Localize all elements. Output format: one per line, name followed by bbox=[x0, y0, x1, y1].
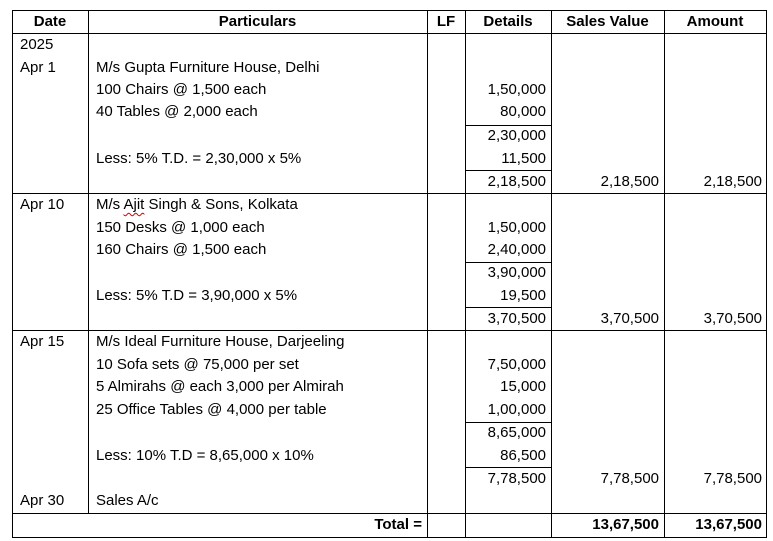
header-amount: Amount bbox=[686, 13, 744, 30]
col-line-right bbox=[766, 10, 767, 538]
entry-date: Apr 15 bbox=[20, 333, 65, 350]
rule-header-bottom bbox=[12, 33, 766, 34]
col-line-sales bbox=[664, 10, 665, 538]
entry-discount-label: Less: 5% T.D. = 2,30,000 x 5% bbox=[96, 150, 302, 167]
closing-label: Sales A/c bbox=[96, 492, 159, 509]
party-suffix: Singh & Sons, Kolkata bbox=[144, 196, 298, 213]
amount-value: 7,78,500 bbox=[703, 470, 762, 487]
entry-party bbox=[96, 194, 298, 216]
item-value: 15,000 bbox=[500, 378, 546, 395]
entry-item: 5 Almirahs @ each 3,000 per Almirah bbox=[96, 378, 344, 395]
total-sales-value: 13,67,500 bbox=[592, 516, 659, 533]
subtotal-value: 3,90,000 bbox=[487, 264, 546, 281]
header-sales-value: Sales Value bbox=[566, 13, 649, 30]
entry-item: 100 Chairs @ 1,500 each bbox=[96, 81, 267, 98]
entry-item: 10 Sofa sets @ 75,000 per set bbox=[96, 356, 299, 373]
entry-party: M/s Ideal Furniture House, Darjeeling bbox=[96, 333, 345, 350]
discount-value: 86,500 bbox=[500, 447, 546, 464]
net-value: 7,78,500 bbox=[487, 470, 546, 487]
item-value: 1,50,000 bbox=[487, 81, 546, 98]
header-details: Details bbox=[483, 13, 533, 30]
sales-value: 2,18,500 bbox=[600, 173, 659, 190]
col-line-date bbox=[88, 10, 89, 514]
item-value: 7,50,000 bbox=[487, 356, 546, 373]
item-value: 1,00,000 bbox=[487, 401, 546, 418]
discount-value: 11,500 bbox=[501, 150, 546, 167]
header-date: Date bbox=[33, 13, 67, 30]
total-amount: 13,67,500 bbox=[695, 516, 762, 533]
entry-date: Apr 1 bbox=[20, 59, 56, 76]
total-label: Total = bbox=[374, 516, 422, 533]
col-line-particulars bbox=[427, 10, 428, 538]
sales-value: 7,78,500 bbox=[600, 470, 659, 487]
closing-date: Apr 30 bbox=[20, 492, 65, 509]
subtotal-value: 2,30,000 bbox=[487, 127, 546, 144]
amount-value: 3,70,500 bbox=[703, 310, 762, 327]
item-value: 2,40,000 bbox=[487, 241, 546, 258]
net-value: 3,70,500 bbox=[487, 310, 546, 327]
rule-bottom bbox=[12, 537, 766, 538]
sales-value: 3,70,500 bbox=[600, 310, 659, 327]
item-value: 1,50,000 bbox=[487, 219, 546, 236]
subtotal-value: 8,65,000 bbox=[487, 424, 546, 441]
entry-discount-label: Less: 5% T.D = 3,90,000 x 5% bbox=[96, 287, 298, 304]
net-value: 2,18,500 bbox=[487, 173, 546, 190]
item-value: 80,000 bbox=[500, 103, 546, 120]
entry-date: Apr 10 bbox=[20, 196, 65, 213]
header-lf: LF bbox=[436, 13, 456, 30]
col-line-details bbox=[551, 10, 552, 538]
amount-value: 2,18,500 bbox=[703, 173, 762, 190]
party-prefix: M/s bbox=[96, 196, 124, 213]
entry-item: 25 Office Tables @ 4,000 per table bbox=[96, 401, 327, 418]
entry-item: 160 Chairs @ 1,500 each bbox=[96, 241, 267, 258]
discount-value: 19,500 bbox=[500, 287, 546, 304]
entry-discount-label: Less: 10% T.D = 8,65,000 x 10% bbox=[96, 447, 314, 464]
entry-party: M/s Gupta Furniture House, Delhi bbox=[96, 59, 320, 76]
spellcheck-flagged-word: Ajit bbox=[123, 196, 145, 213]
year-label: 2025 bbox=[20, 36, 54, 53]
entry-item: 150 Desks @ 1,000 each bbox=[96, 219, 265, 236]
header-particulars: Particulars bbox=[218, 13, 297, 30]
col-line-left bbox=[12, 10, 13, 538]
entry-item: 40 Tables @ 2,000 each bbox=[96, 103, 258, 120]
